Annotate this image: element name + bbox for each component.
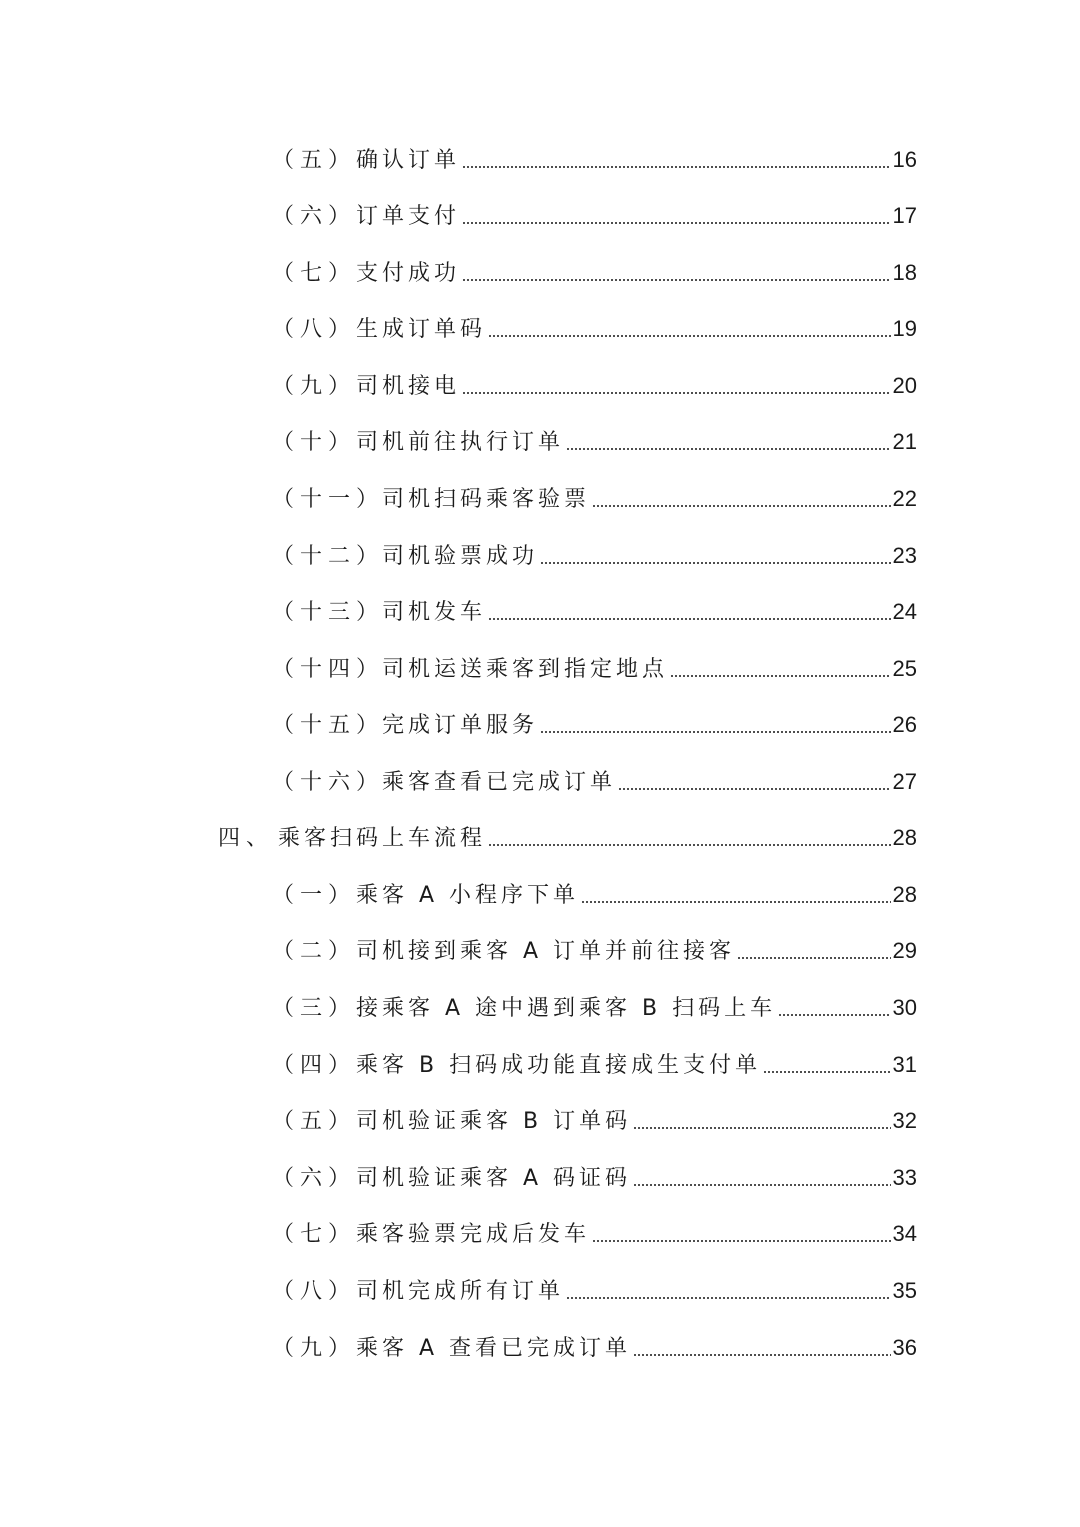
toc-entry-number: 四、	[218, 826, 275, 851]
toc-entry-title: 订单支付	[356, 204, 461, 229]
toc-entry-number: （十二）	[272, 544, 385, 569]
toc-entry-title: 司机验证乘客 A 码证码	[356, 1166, 632, 1191]
toc-entry-number: （六）	[272, 1166, 357, 1191]
dot-leader	[540, 731, 891, 733]
toc-entry-number: （八）	[272, 317, 357, 342]
toc-entry[interactable]	[272, 595, 917, 629]
dot-leader	[592, 1240, 891, 1242]
toc-entry-title: 司机运送乘客到指定地点	[382, 657, 669, 682]
toc-entry-page: 24	[892, 599, 917, 624]
toc-entry-title: 接乘客 A 途中遇到乘客 B 扫码上车	[356, 996, 777, 1021]
toc-entry[interactable]	[272, 482, 917, 516]
toc-entry-number: （八）	[272, 1279, 357, 1304]
toc-entry[interactable]	[272, 425, 917, 459]
toc-entry-page: 33	[892, 1165, 917, 1190]
toc-entry-number: （六）	[272, 204, 357, 229]
dot-leader	[488, 335, 891, 337]
toc-entry[interactable]	[272, 1104, 917, 1138]
dot-leader	[581, 901, 890, 903]
dot-leader	[566, 448, 891, 450]
toc-entry-number: （七）	[272, 1222, 357, 1247]
toc-entry[interactable]	[272, 539, 917, 573]
toc-entry-page: 19	[892, 316, 917, 341]
toc-entry[interactable]	[272, 652, 917, 686]
toc-entry-page: 31	[892, 1052, 917, 1077]
toc-entry-number: （五）	[272, 148, 357, 173]
dot-leader	[488, 618, 891, 620]
toc-entry-page: 16	[892, 147, 917, 172]
toc-entry-title: 确认订单	[356, 148, 461, 173]
toc-entry-page: 27	[892, 769, 917, 794]
toc-entry-title: 司机接到乘客 A 订单并前往接客	[356, 939, 736, 964]
toc-entry[interactable]	[272, 934, 917, 968]
dot-leader	[763, 1071, 890, 1073]
toc-entry[interactable]	[272, 1217, 917, 1251]
toc-entry-number: （十五）	[272, 713, 385, 738]
toc-entry-page: 30	[892, 995, 917, 1020]
toc-entry[interactable]	[272, 256, 917, 290]
toc-entry-title: 生成订单码	[356, 317, 487, 342]
toc-entry-page: 22	[892, 486, 917, 511]
toc-entry-page: 18	[892, 260, 917, 285]
toc-entry[interactable]	[272, 1274, 917, 1308]
dot-leader	[462, 279, 891, 281]
dot-leader	[540, 562, 891, 564]
toc-entry[interactable]	[272, 991, 917, 1025]
toc-entry-page: 25	[892, 656, 917, 681]
dot-leader	[633, 1354, 890, 1356]
toc-entry[interactable]	[272, 878, 917, 912]
toc-entry-title: 司机接电	[356, 374, 461, 399]
toc-entry-number: （一）	[272, 883, 357, 908]
toc-entry-number: （九）	[272, 1336, 357, 1361]
dot-leader	[488, 844, 891, 846]
toc-entry-page: 23	[892, 543, 917, 568]
toc-entry-title: 乘客 B 扫码成功能直接成生支付单	[356, 1053, 762, 1078]
dot-leader	[633, 1184, 890, 1186]
toc-entry-page: 36	[892, 1335, 917, 1360]
toc-entry[interactable]	[272, 1331, 917, 1365]
dot-leader	[778, 1014, 890, 1016]
dot-leader	[592, 505, 891, 507]
toc-entry-title: 乘客 A 小程序下单	[356, 883, 580, 908]
toc-entry-number: （九）	[272, 374, 357, 399]
dot-leader	[633, 1127, 890, 1129]
toc-entry-page: 35	[892, 1278, 917, 1303]
toc-entry-title: 乘客扫码上车流程	[278, 826, 487, 851]
dot-leader	[737, 957, 890, 959]
toc-entry-chapter[interactable]	[218, 821, 917, 855]
toc-entry-number: （十一）	[272, 487, 385, 512]
toc-entry[interactable]	[272, 708, 917, 742]
toc-entry-number: （五）	[272, 1109, 357, 1134]
dot-leader	[670, 675, 891, 677]
toc-entry-number: （三）	[272, 996, 357, 1021]
dot-leader	[618, 788, 891, 790]
toc-entry-title: 司机完成所有订单	[356, 1279, 565, 1304]
toc-entry-title: 司机验票成功	[382, 544, 539, 569]
toc-entry-page: 32	[892, 1108, 917, 1133]
toc-entry-title: 司机前往执行订单	[356, 430, 565, 455]
toc-entry[interactable]	[272, 143, 917, 177]
toc-entry[interactable]	[272, 765, 917, 799]
dot-leader	[462, 392, 891, 394]
toc-entry-page: 17	[892, 203, 917, 228]
toc-entry-page: 21	[892, 429, 917, 454]
toc-entry-page: 28	[892, 882, 917, 907]
dot-leader	[462, 222, 891, 224]
toc-entry-number: （十六）	[272, 770, 385, 795]
toc-entry-title: 司机扫码乘客验票	[382, 487, 591, 512]
toc-entry-title: 司机发车	[382, 600, 487, 625]
toc-entry-title: 乘客验票完成后发车	[356, 1222, 591, 1247]
toc-entry-number: （十四）	[272, 657, 385, 682]
toc-entry-number: （十三）	[272, 600, 385, 625]
toc-entry-number: （二）	[272, 939, 357, 964]
toc-entry-title: 完成订单服务	[382, 713, 539, 738]
toc-entry-title: 乘客 A 查看已完成订单	[356, 1336, 632, 1361]
toc-entry-title: 支付成功	[356, 261, 461, 286]
toc-entry-number: （十）	[272, 430, 357, 455]
toc-entry[interactable]	[272, 1048, 917, 1082]
toc-entry[interactable]	[272, 1161, 917, 1195]
toc-entry-number: （七）	[272, 261, 357, 286]
toc-entry-page: 20	[892, 373, 917, 398]
toc-entry-page: 29	[892, 938, 917, 963]
toc-entry-title: 乘客查看已完成订单	[382, 770, 617, 795]
toc-entry-title: 司机验证乘客 B 订单码	[356, 1109, 632, 1134]
toc-entry-page: 28	[892, 825, 917, 850]
dot-leader	[462, 166, 891, 168]
toc-entry-page: 26	[892, 712, 917, 737]
toc-entry-number: （四）	[272, 1053, 357, 1078]
toc-entry[interactable]	[272, 312, 917, 346]
toc-entry[interactable]	[272, 199, 917, 233]
toc-entry-page: 34	[892, 1221, 917, 1246]
toc-entry[interactable]	[272, 369, 917, 403]
dot-leader	[566, 1297, 891, 1299]
